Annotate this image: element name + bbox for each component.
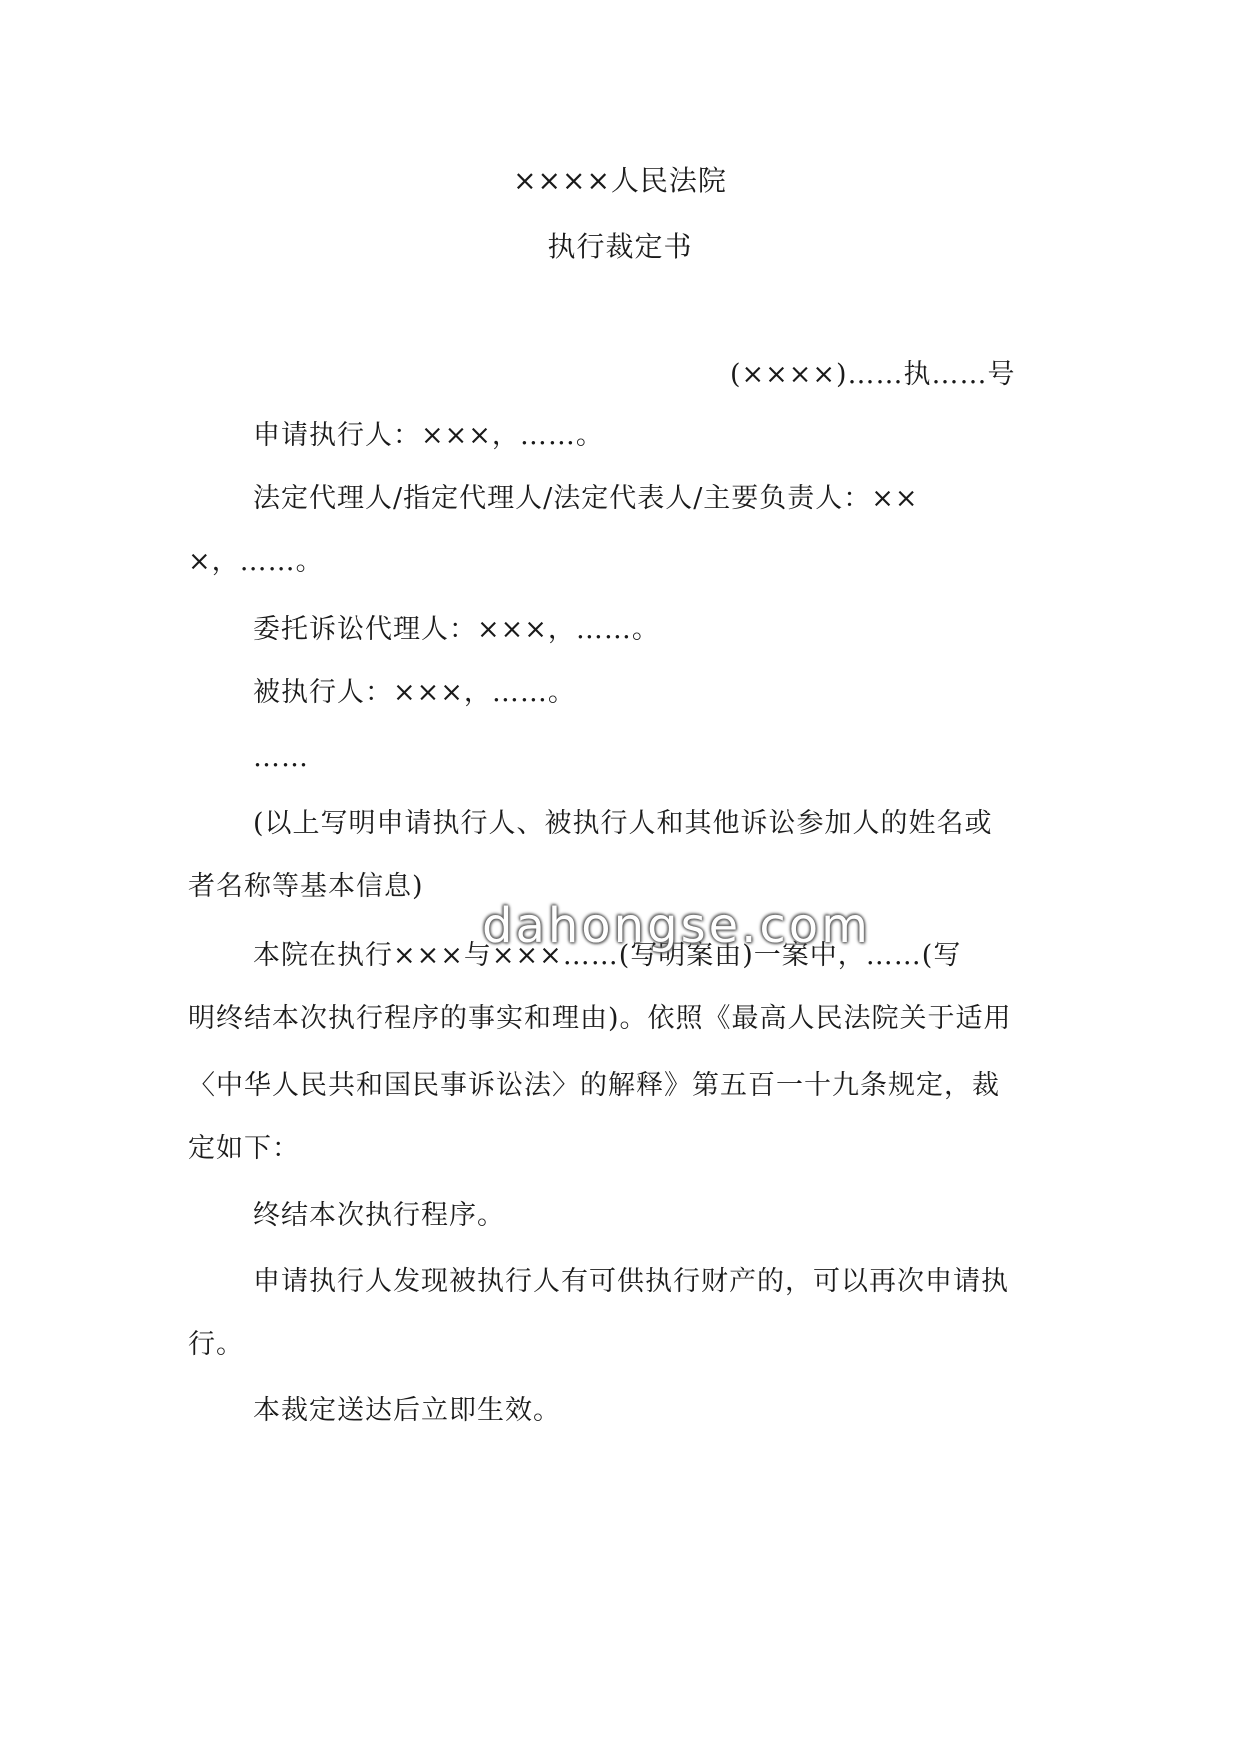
case-number: (××××)……执……号	[730, 359, 1016, 390]
respondent-line: 被执行人：×××，……。	[253, 677, 576, 708]
watermark: dahongse.com	[482, 898, 871, 954]
main-paragraph-line-2: 明终结本次执行程序的事实和理由)。依照《最高人民法院关于适用	[188, 1003, 1012, 1034]
legal-representative-line: 法定代理人/指定代理人/法定代表人/主要负责人：××	[253, 483, 919, 514]
note-paragraph-line-2: 者名称等基本信息)	[188, 871, 424, 902]
main-paragraph-line-1: 本院在执行×××与×××……(写明案由)一案中，……(写	[253, 940, 962, 971]
reapply-paragraph-line-2: 行。	[188, 1329, 244, 1360]
agent-line: 委托诉讼代理人：×××，……。	[253, 614, 660, 645]
main-paragraph-line-3: 〈中华人民共和国民事诉讼法〉的解释》第五百一十九条规定，裁	[188, 1070, 1000, 1101]
document-title: 执行裁定书	[547, 230, 693, 263]
applicant-line: 申请执行人：×××，……。	[253, 420, 604, 451]
note-paragraph-line-1: (以上写明申请执行人、被执行人和其他诉讼参加人的姓名或	[253, 808, 993, 839]
reapply-paragraph-line-1: 申请执行人发现被执行人有可供执行财产的，可以再次申请执	[253, 1266, 1009, 1297]
main-paragraph-line-4: 定如下：	[188, 1133, 300, 1164]
ellipsis-line: ……	[253, 742, 309, 773]
court-name: ××××人民法院	[513, 164, 727, 197]
ruling-line: 终结本次执行程序。	[253, 1200, 505, 1231]
effective-line: 本裁定送达后立即生效。	[253, 1395, 561, 1426]
legal-representative-line-cont: ×，……。	[188, 546, 324, 577]
